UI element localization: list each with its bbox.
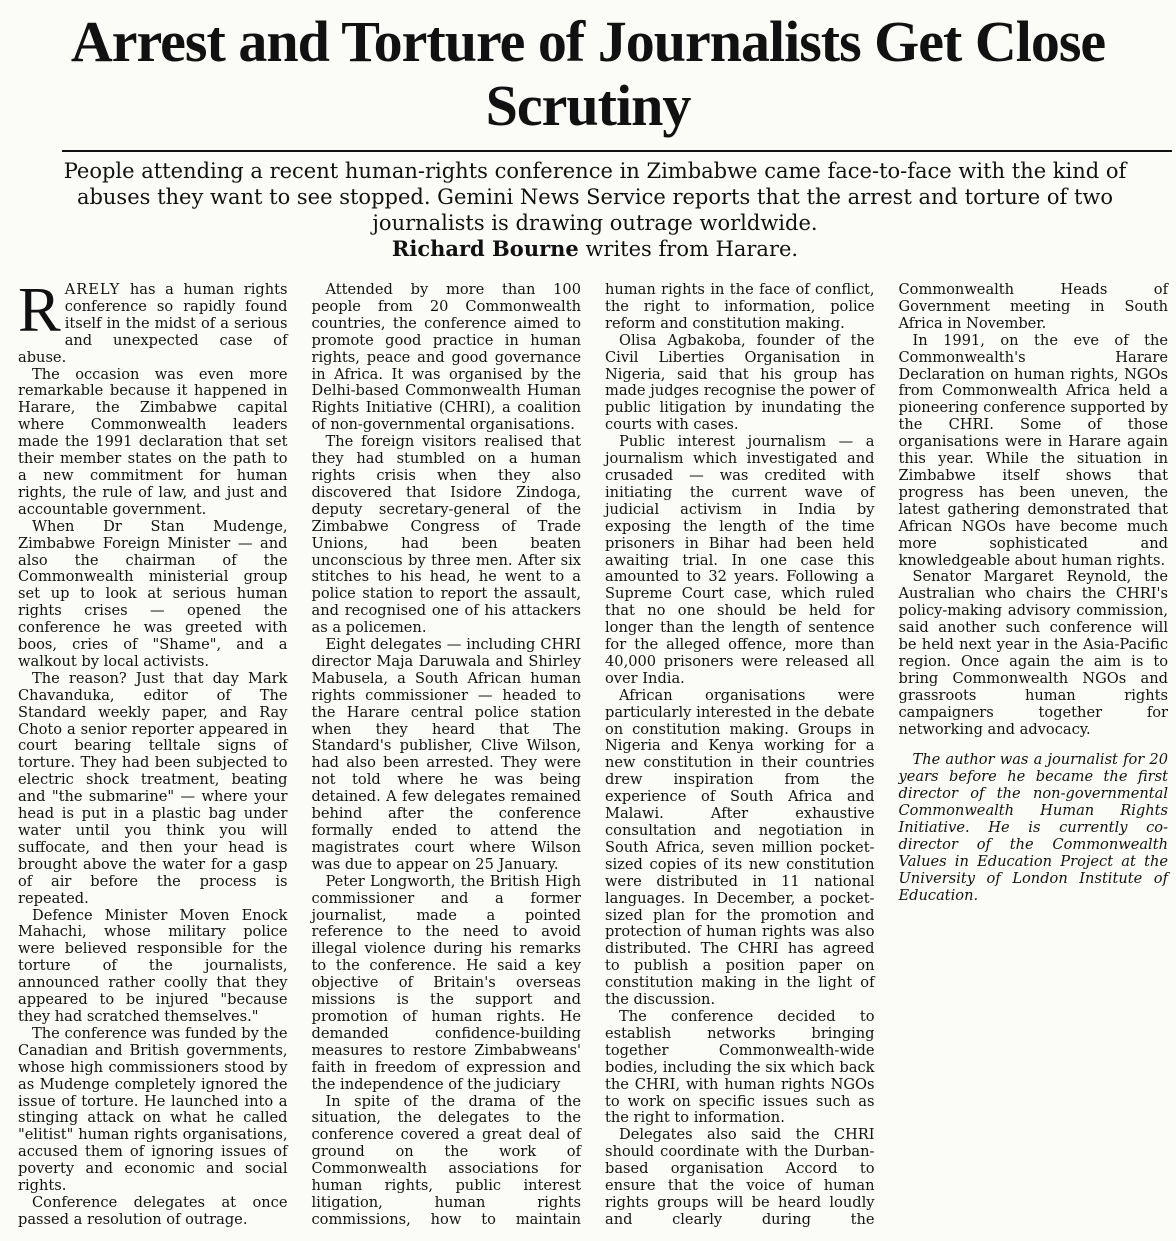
article-paragraph: The conference decided to establish networks bringing together Commonwealth-wide bodies, including the six which back the CHRI, with human rights NGOs to work on specific issues such as the right to information. [605,1007,875,1127]
article-paragraph: Conference delegates at once passed a resolution of outrage. [18,1193,288,1228]
article-paragraph: African organisations were particularly interested in the debate on constitution making. Groups in Nigeria and Kenya working for a new constitution in their countries drew inspiration from the experience of South Africa and Malawi. After exhaustive consultation and negotiation in South Africa, seven million pocket-sized copies of its new constitution were distributed in 11 national languages. In December, a pocket-sized plan for the promotion and protection of human rights was also distributed. The CHRI has agreed to publish a position paper on constitution making in the light of the discussion. [605,686,875,1009]
article-paragraph: The reason? Just that day Mark Chavanduka, editor of The Standard weekly paper, and Ray Choto a senior reporter appeared in court bearing telltale signs of torture. They had been subjected to electric shock treatment, beating and "the submarine" — where your head is put in a plastic bag under water until you think you will suffocate, and then your head is brought above the water for a gasp of air before the process is repeated. [18,669,288,907]
article-paragraph: The occasion was even more remarkable because it happened in Harare, the Zimbabwe capital where Commonwealth leaders made the 1991 declaration that set their member states on the path to a new commitment for human rights, the rule of law, and just and accountable government. [18,365,288,518]
standfirst [60,158,1130,262]
article-paragraph: The foreign visitors realised that they had stumbled on a human rights crisis when they also discovered that Isidore Zindoga, deputy secretary-general of the Zimbabwe Congress of Trade Unions, had been beaten unconscious by three men. After six stitches to his head, he went to a police station to report the assault, and recognised one of his attackers as a policemen. [311,433,581,637]
article-paragraph: Senator Margaret Reynold, the Australian who chairs the CHRI's policy-making advisory commission, said another such conference will be held next year in the Asia-Pacific region. Once again the aim is to bring Commonwealth NGOs and grassroots human rights campaigners together for networking and advocacy. [898,568,1168,738]
paragraph-text: has a human rights conference so rapidly found itself in the midst of a serious and unexpected case of abuse. [18,281,288,366]
article-paragraph: Delegates also said the CHRI should coordinate with the Durban-based organisation Accord to ensure that the voice of human rights groups will be heard loudly and clearly during the Commonwealth Heads of Government meeting in South Africa in November. [605,281,1168,1228]
article-paragraph: Attended by more than 100 people from 20 Commonwealth countries, the conference aimed to promote good practice in human rights, peace and good governance in Africa. It was organised by the Delhi-based Commonwealth Human Rights Initiative (CHRI), a coalition of non-governmental organisations. [311,281,581,434]
first-word: ARELY [64,281,121,298]
article-paragraph: Public interest journalism — a journalism which investigated and crusaded — was credited with initiating the current wave of judicial activism in India by exposing the length of the time prisoners in Bihar had been held awaiting trial. In one case this amounted to 32 years. Following a Supreme Court case, which ruled that no one should be held for longer than the length of sentence for the alleged offence, more than 40,000 prisoners were released all over India. [605,433,875,687]
byline-suffix: writes from Harare. [578,237,799,261]
article-paragraph: Peter Longworth, the British High commissioner and a former journalist, made a pointed reference to the need to avoid illegal violence during his remarks to the conference. He said a key objective of Britain's overseas missions is the support and promotion of human rights. He demanded confidence-building measures to restore Zimbabweans' faith in freedom of expression and the independence of the judiciary [311,872,581,1093]
article-paragraph: When Dr Stan Mudenge, Zimbabwe Foreign Minister — and also the chairman of the Commonwealth ministerial group set up to look at serious human rights crises — opened the conference he was greeted with boos, cries of "Shame", and a walkout by local activists. [18,517,288,670]
article-paragraph: In spite of the drama of the situation, the delegates to the conference covered a great deal of ground on the work of Commonwealth associations for human rights, public interest litigation, human rights commissions, how to maintain human rights in the face of conflict, the right to information, police reform and constitution making. [311,281,875,1228]
article-paragraph: The conference was funded by the Canadian and British governments, whose high commissioners stood by as Mudenge completely ignored the issue of torture. He launched into a stinging attack on what he called "elitist" human rights organisations, accused them of ignoring issues of poverty and economic and social rights. [18,1024,288,1195]
article-paragraph: In 1991, on the eve of the Commonwealth's Harare Declaration on human rights, NGOs from Commonwealth Africa held a pioneering conference supported by the CHRI. Some of those organisations were in Harare again this year. While the situation in Zimbabwe itself shows that progress has been uneven, the latest gathering demonstrated that African NGOs have become much more sophisticated and knowledgeable about human rights. [898,331,1168,569]
article-body [18,274,1168,1232]
standfirst-text: People attending a recent human-rights conference in Zimbabwe came face-to-face with the kind of abuses they want to see stopped. Gemini News Service reports that the arrest and torture of two journalists is drawing outrage worldwide. [63,159,1127,235]
article-paragraph: Eight delegates — including CHRI director Maja Daruwala and Shirley Mabusela, a South African human rights commissioner — headed to the Harare central police station when they heard that The Standard's publisher, Clive Wilson, had also been arrested. They were not told where he was being detained. A few delegates remained behind after the conference formally ended to attend the magistrates court where Wilson was due to appear on 25 January. [311,636,581,873]
headline-rule [62,150,1172,152]
article-paragraph: Defence Minister Moven Enock Mahachi, whose military police were believed responsible for the torture of the journalists, announced rather coolly that they appeared to be injured "because they had scratched themselves." [18,906,288,1025]
article-paragraph [18,274,288,367]
drop-cap: R [18,274,61,345]
byline-author: Richard Bourne [391,236,579,261]
author-note: The author was a journalist for 20 years before he became the first director of the non-governmental Commonwealth Human Rights Initiative. He is currently co-director of the Commonwealth Values in Education Project at the University of London Institute of Education. [898,751,1168,904]
headline: Arrest and Torture of Journalists Get Close Scrutiny [70,9,1106,138]
article-paragraph: Olisa Agbakoba, founder of the Civil Liberties Organisation in Nigeria, said that his group has made judges recognise the power of public litigation by inundating the courts with cases. [605,331,875,434]
